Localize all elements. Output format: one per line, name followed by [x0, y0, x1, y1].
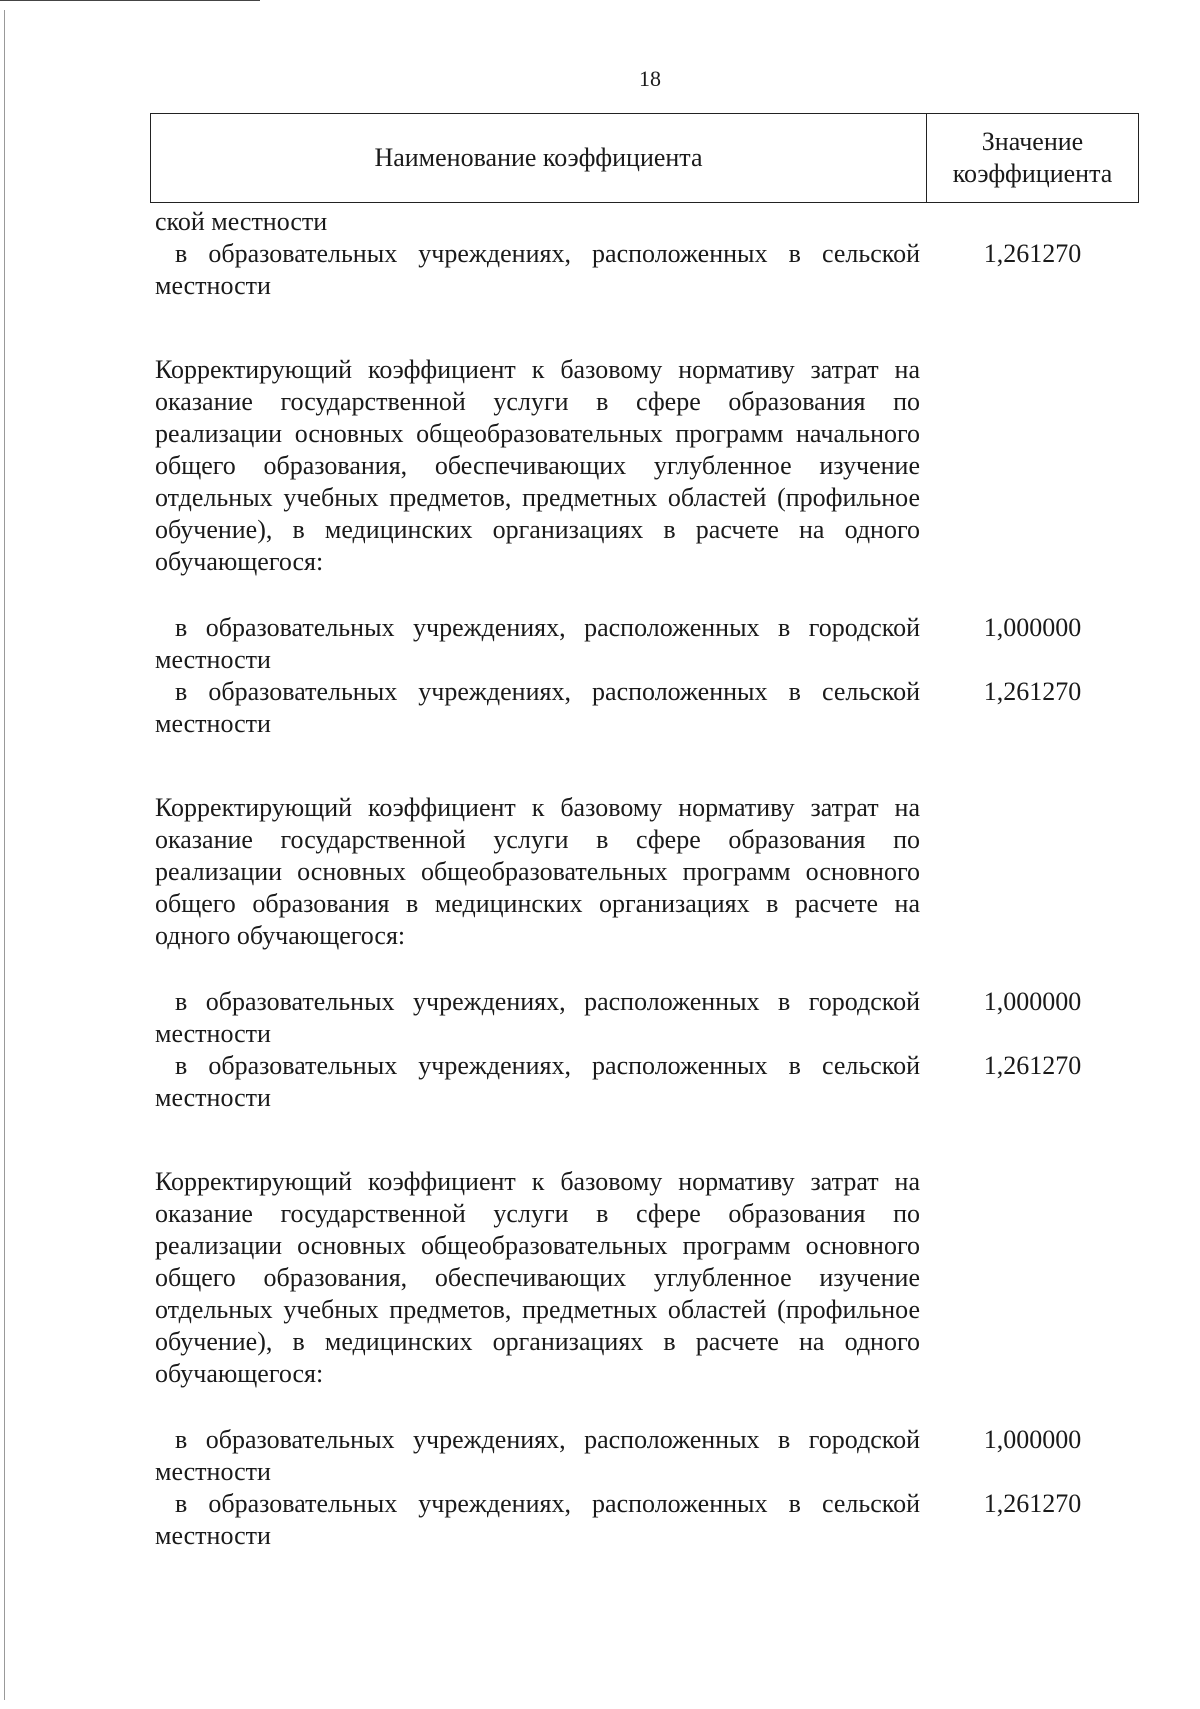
coefficient-table-body	[155, 206, 1145, 1552]
row-value: 1,000000	[983, 987, 1082, 1016]
table-row	[155, 612, 1145, 676]
table-row	[155, 1424, 1145, 1488]
row-value: 1,261270	[983, 1489, 1082, 1518]
header-value-line1: Значение	[981, 127, 1084, 156]
table-row	[155, 206, 1145, 238]
row-value: 1,261270	[983, 1051, 1082, 1080]
row-value: 1,261270	[983, 677, 1082, 706]
row-name: в образовательных учреждениях, расположенных в городской местности	[155, 987, 920, 1048]
row-value: 1,000000	[983, 1425, 1082, 1454]
row-name: в образовательных учреждениях, расположенных в городской местности	[155, 1425, 920, 1486]
row-value: 1,000000	[983, 613, 1082, 642]
section-heading: Корректирующий коэффициент к базовому нормативу затрат на оказание государственной услуги в сфере образования по реализации основных общеобразовательных программ основного общего образования в медицинских организациях в расчете на одного обучающегося:	[155, 793, 920, 950]
table-row	[155, 1488, 1145, 1552]
section-heading: Корректирующий коэффициент к базовому нормативу затрат на оказание государственной услуги в сфере образования по реализации основных общеобразовательных программ основного общего образования, обеспечивающих углубленное изучение отдельных учебных предметов, предметных областей (профильное обучение), в медицинских организациях в расчете на одного обучающегося:	[155, 1167, 920, 1388]
row-name: в образовательных учреждениях, расположенных в сельской местности	[155, 677, 920, 738]
row-name: в образовательных учреждениях, расположенных в сельской местности	[155, 239, 920, 300]
table-row	[155, 238, 1145, 302]
table-row	[155, 986, 1145, 1050]
table-row	[155, 676, 1145, 740]
scan-left-edge	[4, 10, 5, 1700]
row-name: в образовательных учреждениях, расположенных в сельской местности	[155, 1489, 920, 1550]
header-value-line2: коэффициента	[952, 159, 1113, 188]
scan-top-rule	[0, 0, 260, 2]
section-heading: Корректирующий коэффициент к базовому нормативу затрат на оказание государственной услуги в сфере образования по реализации основных общеобразовательных программ начального общего образования, обеспечивающих углубленное изучение отдельных учебных предметов, предметных областей (профильное обучение), в медицинских организациях в расчете на одного обучающегося:	[155, 355, 920, 576]
row-name: в образовательных учреждениях, расположенных в сельской местности	[155, 1051, 920, 1112]
table-header	[150, 113, 1139, 203]
row-value: 1,261270	[983, 239, 1082, 268]
header-name-column: Наименование коэффициента	[151, 114, 927, 202]
row-name: ской местности	[155, 207, 328, 236]
row-name: в образовательных учреждениях, расположенных в городской местности	[155, 613, 920, 674]
page-number: 18	[639, 66, 661, 91]
header-value-column	[927, 114, 1138, 202]
table-row	[155, 1050, 1145, 1114]
